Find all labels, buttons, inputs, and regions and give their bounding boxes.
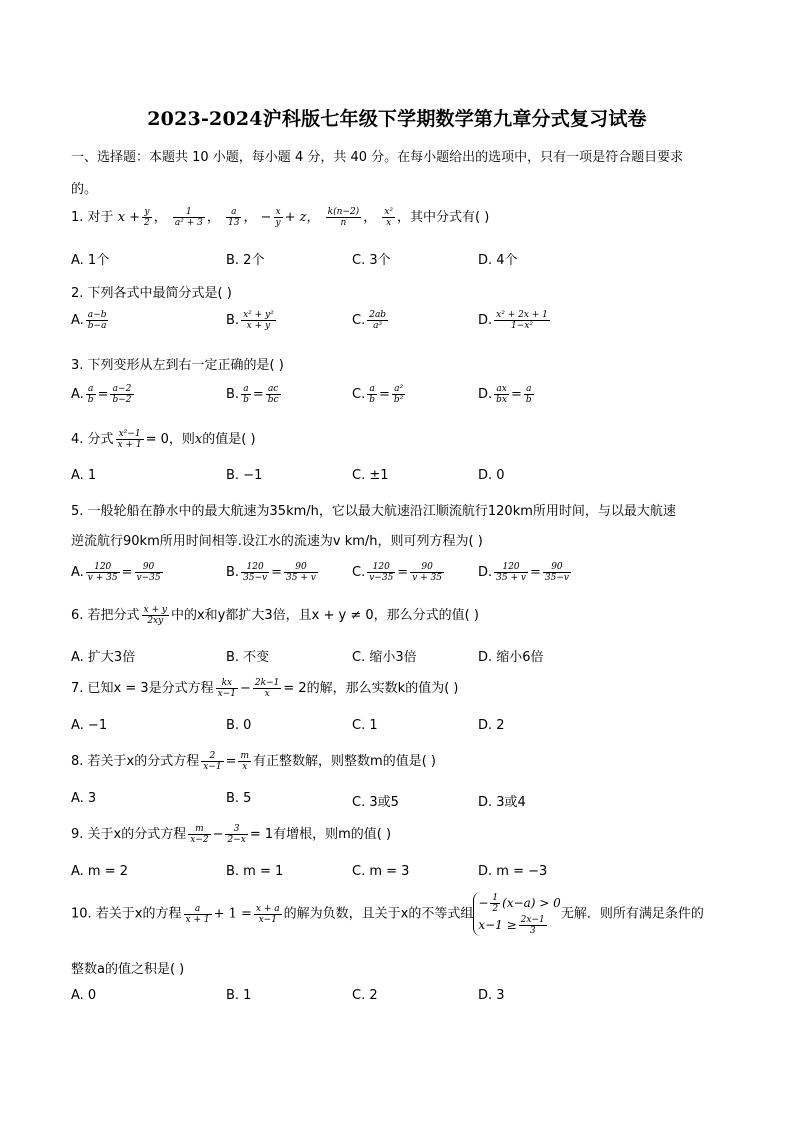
- q4-option-c: C. ±1: [352, 468, 389, 483]
- q9-option-b: B. m = 1: [226, 864, 284, 879]
- q7-option-d: D. 2: [478, 718, 505, 733]
- q1-frac3: $\frac{a}{13}$: [228, 207, 240, 228]
- section-heading-line1: 一、选择题：本题共 10 小题，每小题 4 分，共 40 分。在每小题给出的选项中，只有一项是符合题目要求: [71, 150, 684, 165]
- q7-option-b: B. 0: [226, 718, 252, 733]
- q2-option-a: A. $\frac{a-b}{b-a}$: [71, 310, 107, 331]
- q9-option-c: C. m = 3: [352, 864, 410, 879]
- q6-option-c: C. 缩小3倍: [352, 650, 417, 665]
- question-5-line2: 逆流航行90km所用时间相等.设江水的流速为v km/h，则可列方程为( ): [71, 534, 483, 549]
- question-3: 3. 下列变形从左到右一定正确的是( ): [71, 358, 284, 373]
- q3-option-c: C. $\frac{a}{b}$ = $\frac{\text{a²}}{\text{b²}}$: [352, 384, 404, 405]
- question-10-line2: 整数a的值之积是( ): [71, 962, 185, 977]
- q1-frac2: $\frac{1}{\text{a² + 3}}$: [174, 207, 203, 228]
- q2-option-c: C. $\frac{2ab}{\text{a³}}$: [352, 310, 387, 331]
- q1-option-c: C. 3个: [352, 253, 391, 268]
- q2-option-d: D. $\frac{\text{x² + 2x + 1}}{\text{1−x²}}$: [478, 310, 548, 331]
- q6-option-d: D. 缩小6倍: [478, 650, 544, 665]
- q5-option-b: B. $\frac{120}{35-v}$ = $\frac{90}{35 + v}$: [226, 562, 316, 583]
- q1-prefix: 1. 对于: [71, 210, 114, 225]
- q8-option-d: D. 3或4: [478, 795, 526, 810]
- q6-frac: $\frac{x + y}{2xy}$: [143, 605, 167, 626]
- q4-option-d: D. 0: [478, 468, 505, 483]
- q10-option-c: C. 2: [352, 988, 378, 1003]
- q4-option-a: A. 1: [71, 468, 97, 483]
- q1-frac5: $\frac{k(n-2)}{n}$: [327, 207, 360, 228]
- q3-option-d: D. $\frac{ax}{bx}$ = $\frac{a}{b}$: [478, 384, 532, 405]
- q6-option-a: A. 扩大3倍: [71, 650, 136, 665]
- q4-option-b: B. −1: [226, 468, 263, 483]
- q5-option-c: C. $\frac{120}{v-35}$ = $\frac{90}{v + 35}$: [352, 562, 443, 583]
- section-heading-line2: 的。: [71, 182, 98, 197]
- question-5-line1: 5. 一般轮船在静水中的最大航速为35km/h，它以最大航速沿江顺流航行120km所用时间，与以最大航速: [71, 504, 676, 519]
- question-2: 2. 下列各式中最简分式是( ): [71, 286, 232, 301]
- q10-option-b: B. 1: [226, 988, 252, 1003]
- q1-option-d: D. 4个: [478, 253, 518, 268]
- q5-option-a: A. $\frac{120}{v + 35}$ = $\frac{90}{v-35}$: [71, 562, 161, 583]
- q5-option-d: D. $\frac{120}{35 + v}$ = $\frac{90}{35-v}$: [478, 562, 569, 583]
- q1-frac4: $\frac{x}{y}$: [275, 207, 281, 228]
- question-1: 1. 对于 x + $\frac{y}{2}$ ， $\frac{1}{\text{a² + 3}}$ ， $\frac{a}{13}$ ， − $\frac{x}{y}$ + z， $\frac{k(n-2)}{n}$ ， $\frac{\text{x²}}{x}$ ，其中分式有( ): [71, 207, 490, 228]
- q1-term1: x +: [117, 210, 141, 225]
- q7-option-c: C. 1: [352, 718, 378, 733]
- question-4: 4. 分式 $\frac{\text{x²−1}}{x + 1}$ = 0，则x的值是( ): [71, 429, 256, 450]
- q9-option-a: A. m = 2: [71, 864, 129, 879]
- q1-frac1: $\frac{y}{2}$: [144, 207, 150, 228]
- question-10-line1: 10. 若关于x的方程 $\frac{a}{x + 1}$ + 1 = $\frac{x + a}{x-1}$ 的解为负数，且关于x的不等式组 − $\frac{1}{2}$ (x−a) > 0 x−1 ≥ $\frac{2x-1}{3}$ 无解．则所有满足条件的: [71, 893, 704, 936]
- q8-option-c: C. 3或5: [352, 795, 399, 810]
- question-6: 6. 若把分式 $\frac{x + y}{2xy}$ 中的x和y都扩大3倍，且x + y ≠ 0，那么分式的值( ): [71, 605, 479, 626]
- q1-option-b: B. 2个: [226, 253, 265, 268]
- q10-inequality-system: − $\frac{1}{2}$ (x−a) > 0 x−1 ≥ $\frac{2x-1}{3}$: [473, 892, 560, 936]
- q9-option-d: D. m = −3: [478, 864, 548, 879]
- q10-option-a: A. 0: [71, 988, 97, 1003]
- question-7: 7. 已知x = 3是分式方程 $\frac{kx}{x-1}$ − $\frac{2k-1}{x}$ = 2的解，那么实数k的值为( ): [71, 678, 459, 699]
- q3-option-b: B. $\frac{a}{b}$ = $\frac{ac}{bc}$: [226, 384, 279, 405]
- q7-option-a: A. −1: [71, 718, 108, 733]
- page-title: 2023-2024沪科版七年级下学期数学第九章分式复习试卷: [147, 108, 647, 130]
- q1-frac6: $\frac{\text{x²}}{x}$: [384, 207, 394, 228]
- q4-frac: $\frac{\text{x²−1}}{x + 1}$: [117, 429, 142, 450]
- question-8: 8. 若关于x的分式方程 $\frac{2}{x-1}$ = $\frac{m}{x}$ 有正整数解，则整数m的值是( ): [71, 751, 436, 772]
- q1-option-a: A. 1个: [71, 253, 110, 268]
- q8-option-b: B. 5: [226, 791, 252, 806]
- q1-suffix: ，其中分式有( ): [397, 210, 490, 225]
- q6-option-b: B. 不变: [226, 650, 270, 665]
- q2-option-b: B. $\frac{\text{x² + y²}}{x + y}$: [226, 310, 274, 331]
- q3-option-a: A. $\frac{a}{b}$ = $\frac{a-2}{b-2}$: [71, 384, 132, 405]
- q8-option-a: A. 3: [71, 791, 97, 806]
- question-9: 9. 关于x的分式方程 $\frac{m}{x-2}$ − $\frac{3}{2-x}$ = 1有增根，则m的值( ): [71, 824, 392, 845]
- q10-option-d: D. 3: [478, 988, 505, 1003]
